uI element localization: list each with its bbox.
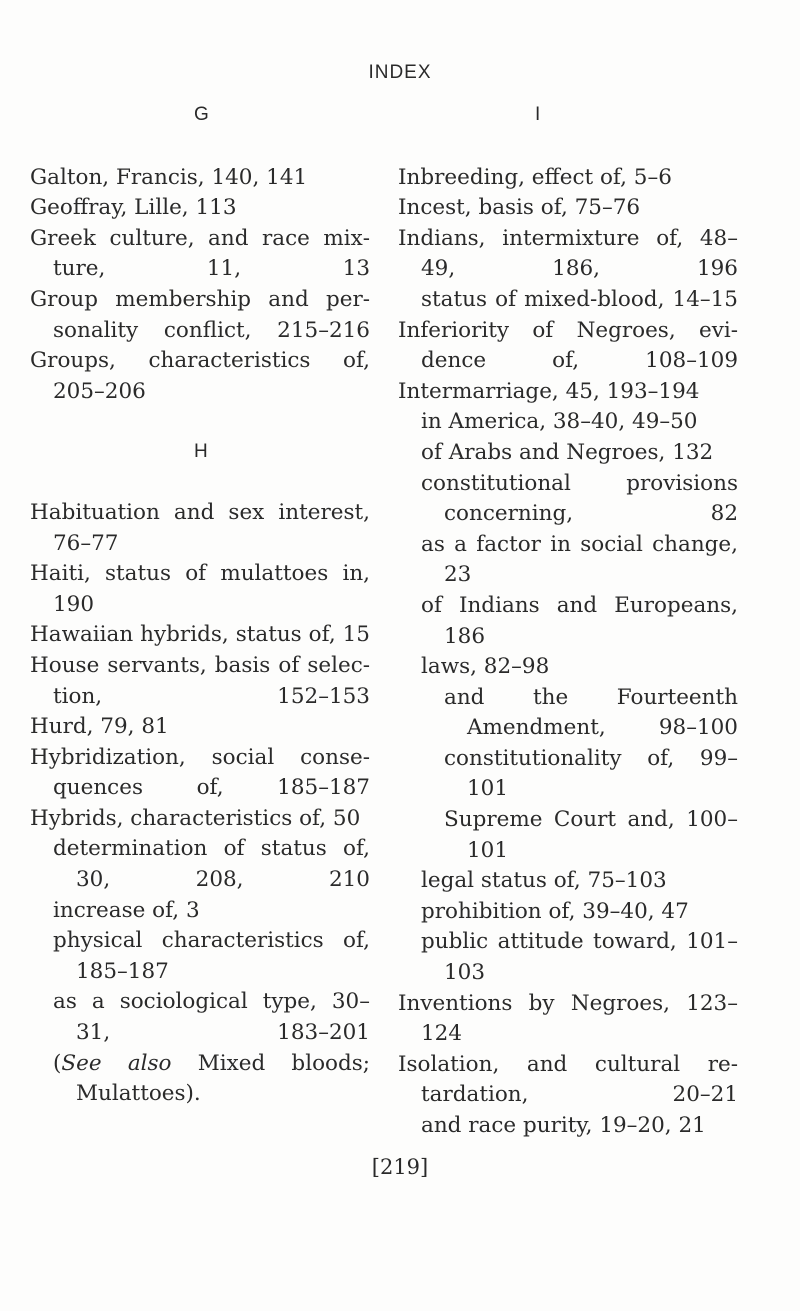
index-entry: Hybridization, social consequences of, 185–187 [30,744,370,801]
index-entry: Intermarriage, 45, 193–194 [398,378,700,404]
index-entry: Incest, basis of, 75–76 [398,195,641,221]
index-subentry: as a factor in social change, 23 [421,531,738,588]
index-entry: Indians, intermixture of, 48–49, 186, 196 [398,225,738,282]
index-subentry: physical characteristics of, 185–187 [53,928,370,984]
index-entry: Galton, Francis, 140, 141 [30,164,308,190]
see-also-see: See [61,1050,102,1076]
index-entry: Geoffray, Lille, 113 [30,195,237,221]
section-letter-h: H [194,441,208,463]
index-entry: Haiti, status of mulattoes in, 190 [30,561,370,617]
index-subentry: constitutional provisions concerning, 82 [421,470,738,527]
index-entry: Habituation and sex interest, 76–77 [30,499,370,556]
right-column [398,100,738,1142]
index-subentry: and race purity, 19–20, 21 [421,1113,706,1138]
index-subentry: status of mixed-blood, 14–15 [421,286,738,312]
section-letter-i: I [535,104,541,125]
index-entry: Hawaiian hybrids, status of, 15 [30,622,370,648]
index-entry: Group membership and personality conflict, 215–216 [30,286,370,343]
index-entry: Inferiority of Negroes, evidence of, 108–109 [398,317,738,374]
index-entry: Hurd, 79, 81 [30,714,169,740]
index-subentry: of Arabs and Negroes, 132 [421,439,714,465]
index-subsubentry: and the Fourteenth Amendment, 98–100 [444,684,738,741]
index-entry: Greek culture, and race mixture, 11, 13 [30,225,370,282]
index-subentry: prohibition of, 39–40, 47 [421,898,689,924]
section-letter-g: G [194,104,209,125]
see-also-rest: Mixed bloods; Mulattoes). [76,1050,370,1107]
see-also-also: also [127,1050,172,1076]
index-subentry: laws, 82–98 [421,654,550,680]
see-also-note [30,1049,370,1110]
index-entry: House servants, basis of selection, 152–153 [30,652,370,709]
index-entry: Inventions by Negroes, 123–124 [398,990,738,1047]
left-column [30,100,370,1110]
index-subentry: as a sociological type, 30–31, 183–201 [53,989,370,1046]
index-subentry: determination of status of, 30, 208, 210 [53,836,370,893]
index-entry: Hybrids, characteristics of, 50 [30,805,361,831]
index-subentry: legal status of, 75–103 [421,868,667,894]
index-subsubentry: Supreme Court and, 100–101 [444,807,738,863]
index-entry: Inbreeding, effect of, 5–6 [398,164,672,190]
see-also-open: ( [53,1050,62,1076]
index-subentry: public attitude toward, 101–103 [421,929,738,986]
page-number: [219] [371,1155,429,1179]
index-entry: Isolation, and cultural retardation, 20–21 [398,1051,738,1108]
index-subentry: increase of, 3 [53,897,200,923]
index-subsubentry: constitutionality of, 99–101 [444,745,738,802]
page-header: INDEX [368,62,432,83]
index-subentry: in America, 38–40, 49–50 [421,409,698,435]
index-entry: Groups, characteristics of, 205–206 [30,348,370,404]
index-subentry: of Indians and Europeans, 186 [421,592,738,649]
